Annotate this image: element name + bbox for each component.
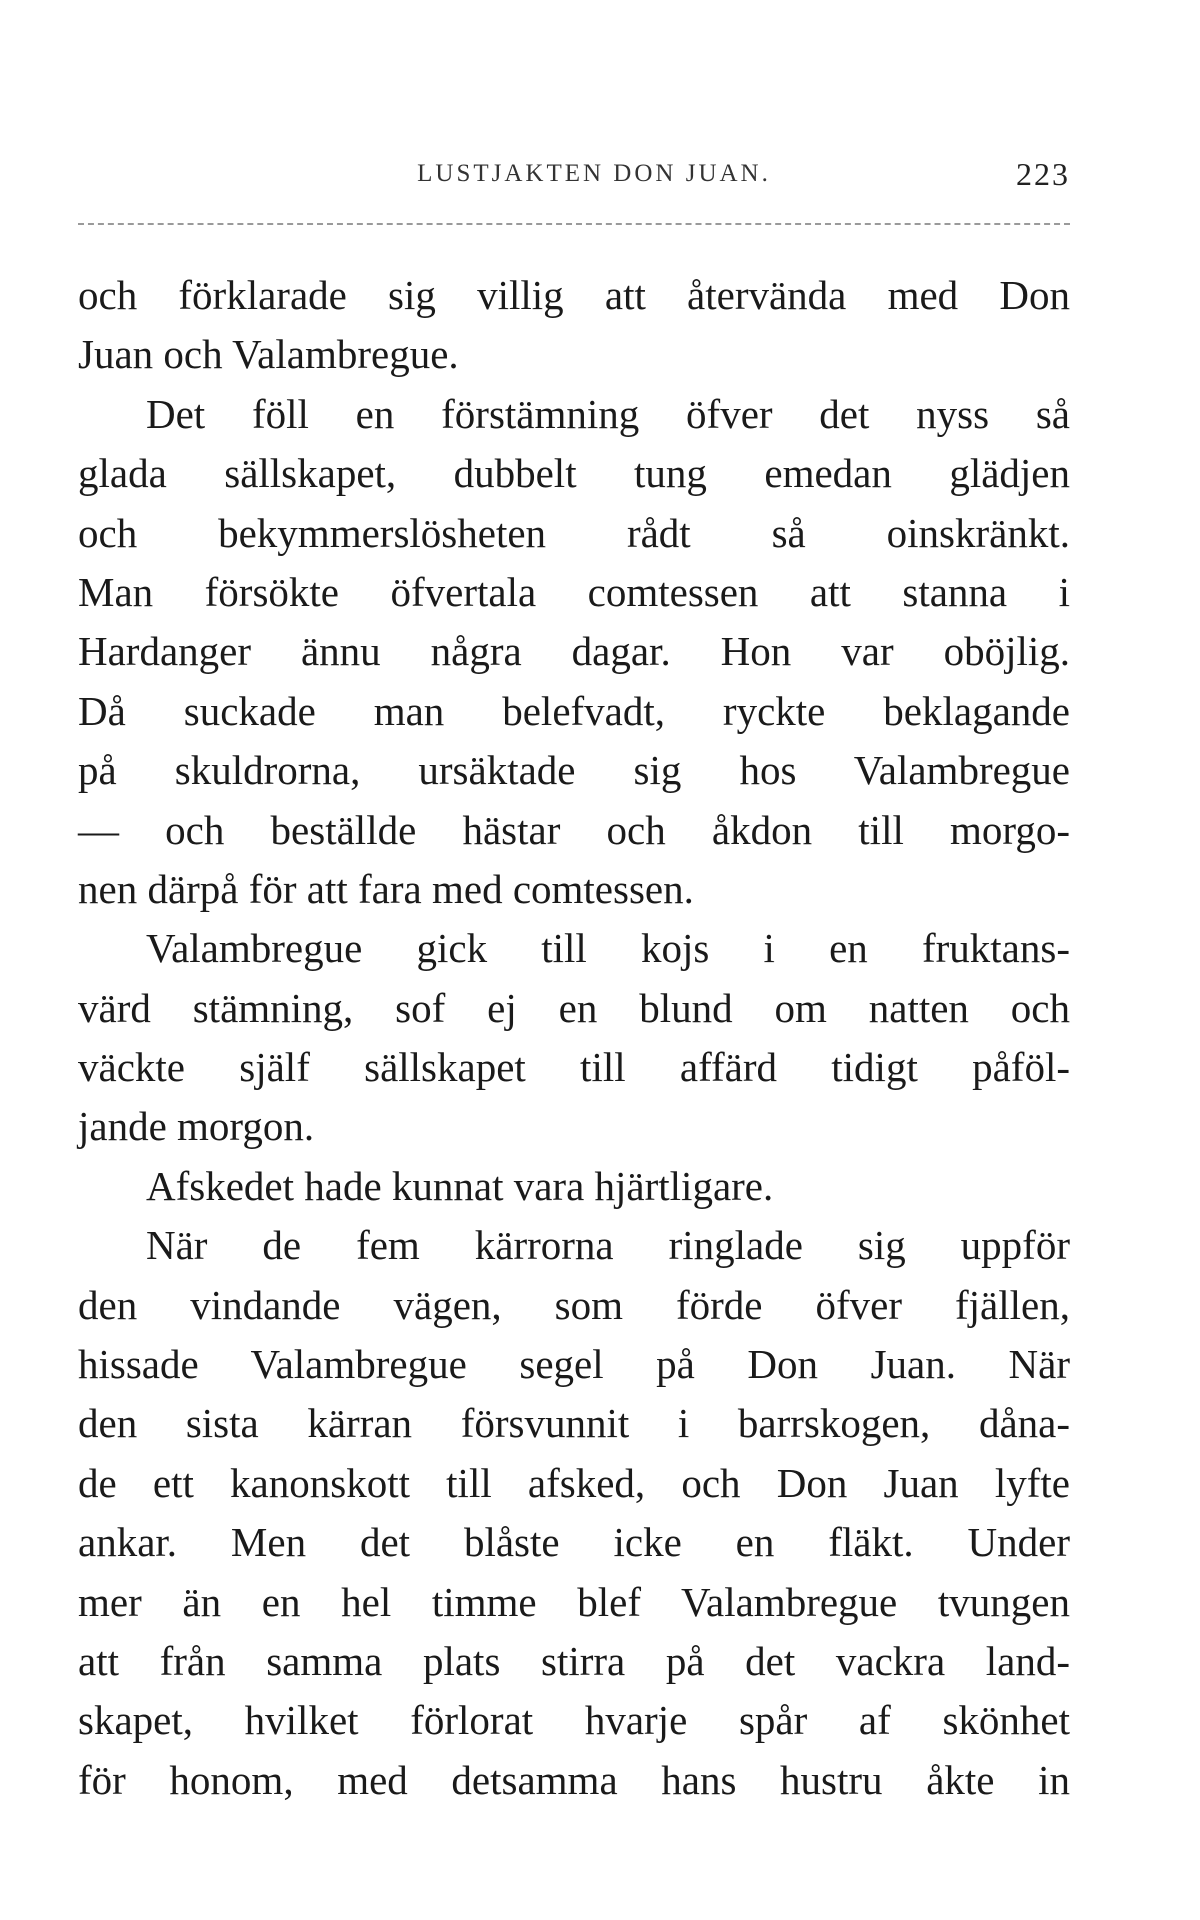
text-line: — och beställde hästar och åkdon till morgo-: [78, 806, 1070, 853]
text-line: hissade Valambregue segel på Don Juan. När: [78, 1341, 1070, 1388]
page-number: 223: [1016, 156, 1070, 192]
text-line: Afskedet hade kunnat vara hjärtligare.: [146, 1162, 774, 1209]
text-line: den vindande vägen, som förde öfver fjällen,: [78, 1281, 1070, 1328]
text-line: nen därpå för att fara med comtessen.: [78, 865, 694, 912]
text-line: Hardanger ännu några dagar. Hon var oböjlig.: [78, 628, 1070, 675]
text-line: skapet, hvilket förlorat hvarje spår af skönhet: [78, 1697, 1070, 1744]
text-line: Man försökte öfvertala comtessen att stanna i: [78, 568, 1070, 615]
text-line: jande morgon.: [78, 1103, 315, 1150]
text-line: mer än en hel timme blef Valambregue tvungen: [78, 1578, 1070, 1625]
text-line: på skuldrorna, ursäktade sig hos Valambregue: [78, 747, 1070, 794]
text-line: värd stämning, sof ej en blund om natten och: [78, 984, 1070, 1031]
text-line: att från samma plats stirra på det vackra land-: [78, 1637, 1070, 1684]
text-line: glada sällskapet, dubbelt tung emedan glädjen: [78, 450, 1070, 497]
text-line: för honom, med detsamma hans hustru åkte in: [78, 1756, 1070, 1803]
text-line: den sista kärran försvunnit i barrskogen, dåna-: [78, 1400, 1070, 1447]
text-line: När de fem kärrorna ringlade sig uppför: [146, 1222, 1070, 1269]
text-line: väckte själf sällskapet till affärd tidigt påföl-: [78, 1044, 1070, 1091]
text-line: Valambregue gick till kojs i en fruktans-: [146, 925, 1070, 972]
text-line: de ett kanonskott till afsked, och Don Juan lyfte: [78, 1459, 1070, 1506]
text-line: Då suckade man belefvadt, ryckte beklagande: [78, 687, 1070, 734]
running-header: [78, 156, 1070, 200]
header-rule: [78, 223, 1070, 225]
text-line: ankar. Men det blåste icke en fläkt. Under: [78, 1519, 1070, 1566]
running-title: LUSTJAKTEN DON JUAN.: [417, 160, 771, 187]
text-line: Juan och Valambregue.: [78, 331, 459, 378]
text-line: och bekymmerslösheten rådt så oinskränkt.: [78, 509, 1070, 556]
text-line: Det föll en förstämning öfver det nyss så: [146, 390, 1070, 437]
body-text: [78, 266, 1070, 1810]
text-line: och förklarade sig villig att återvända med Don: [78, 272, 1070, 318]
